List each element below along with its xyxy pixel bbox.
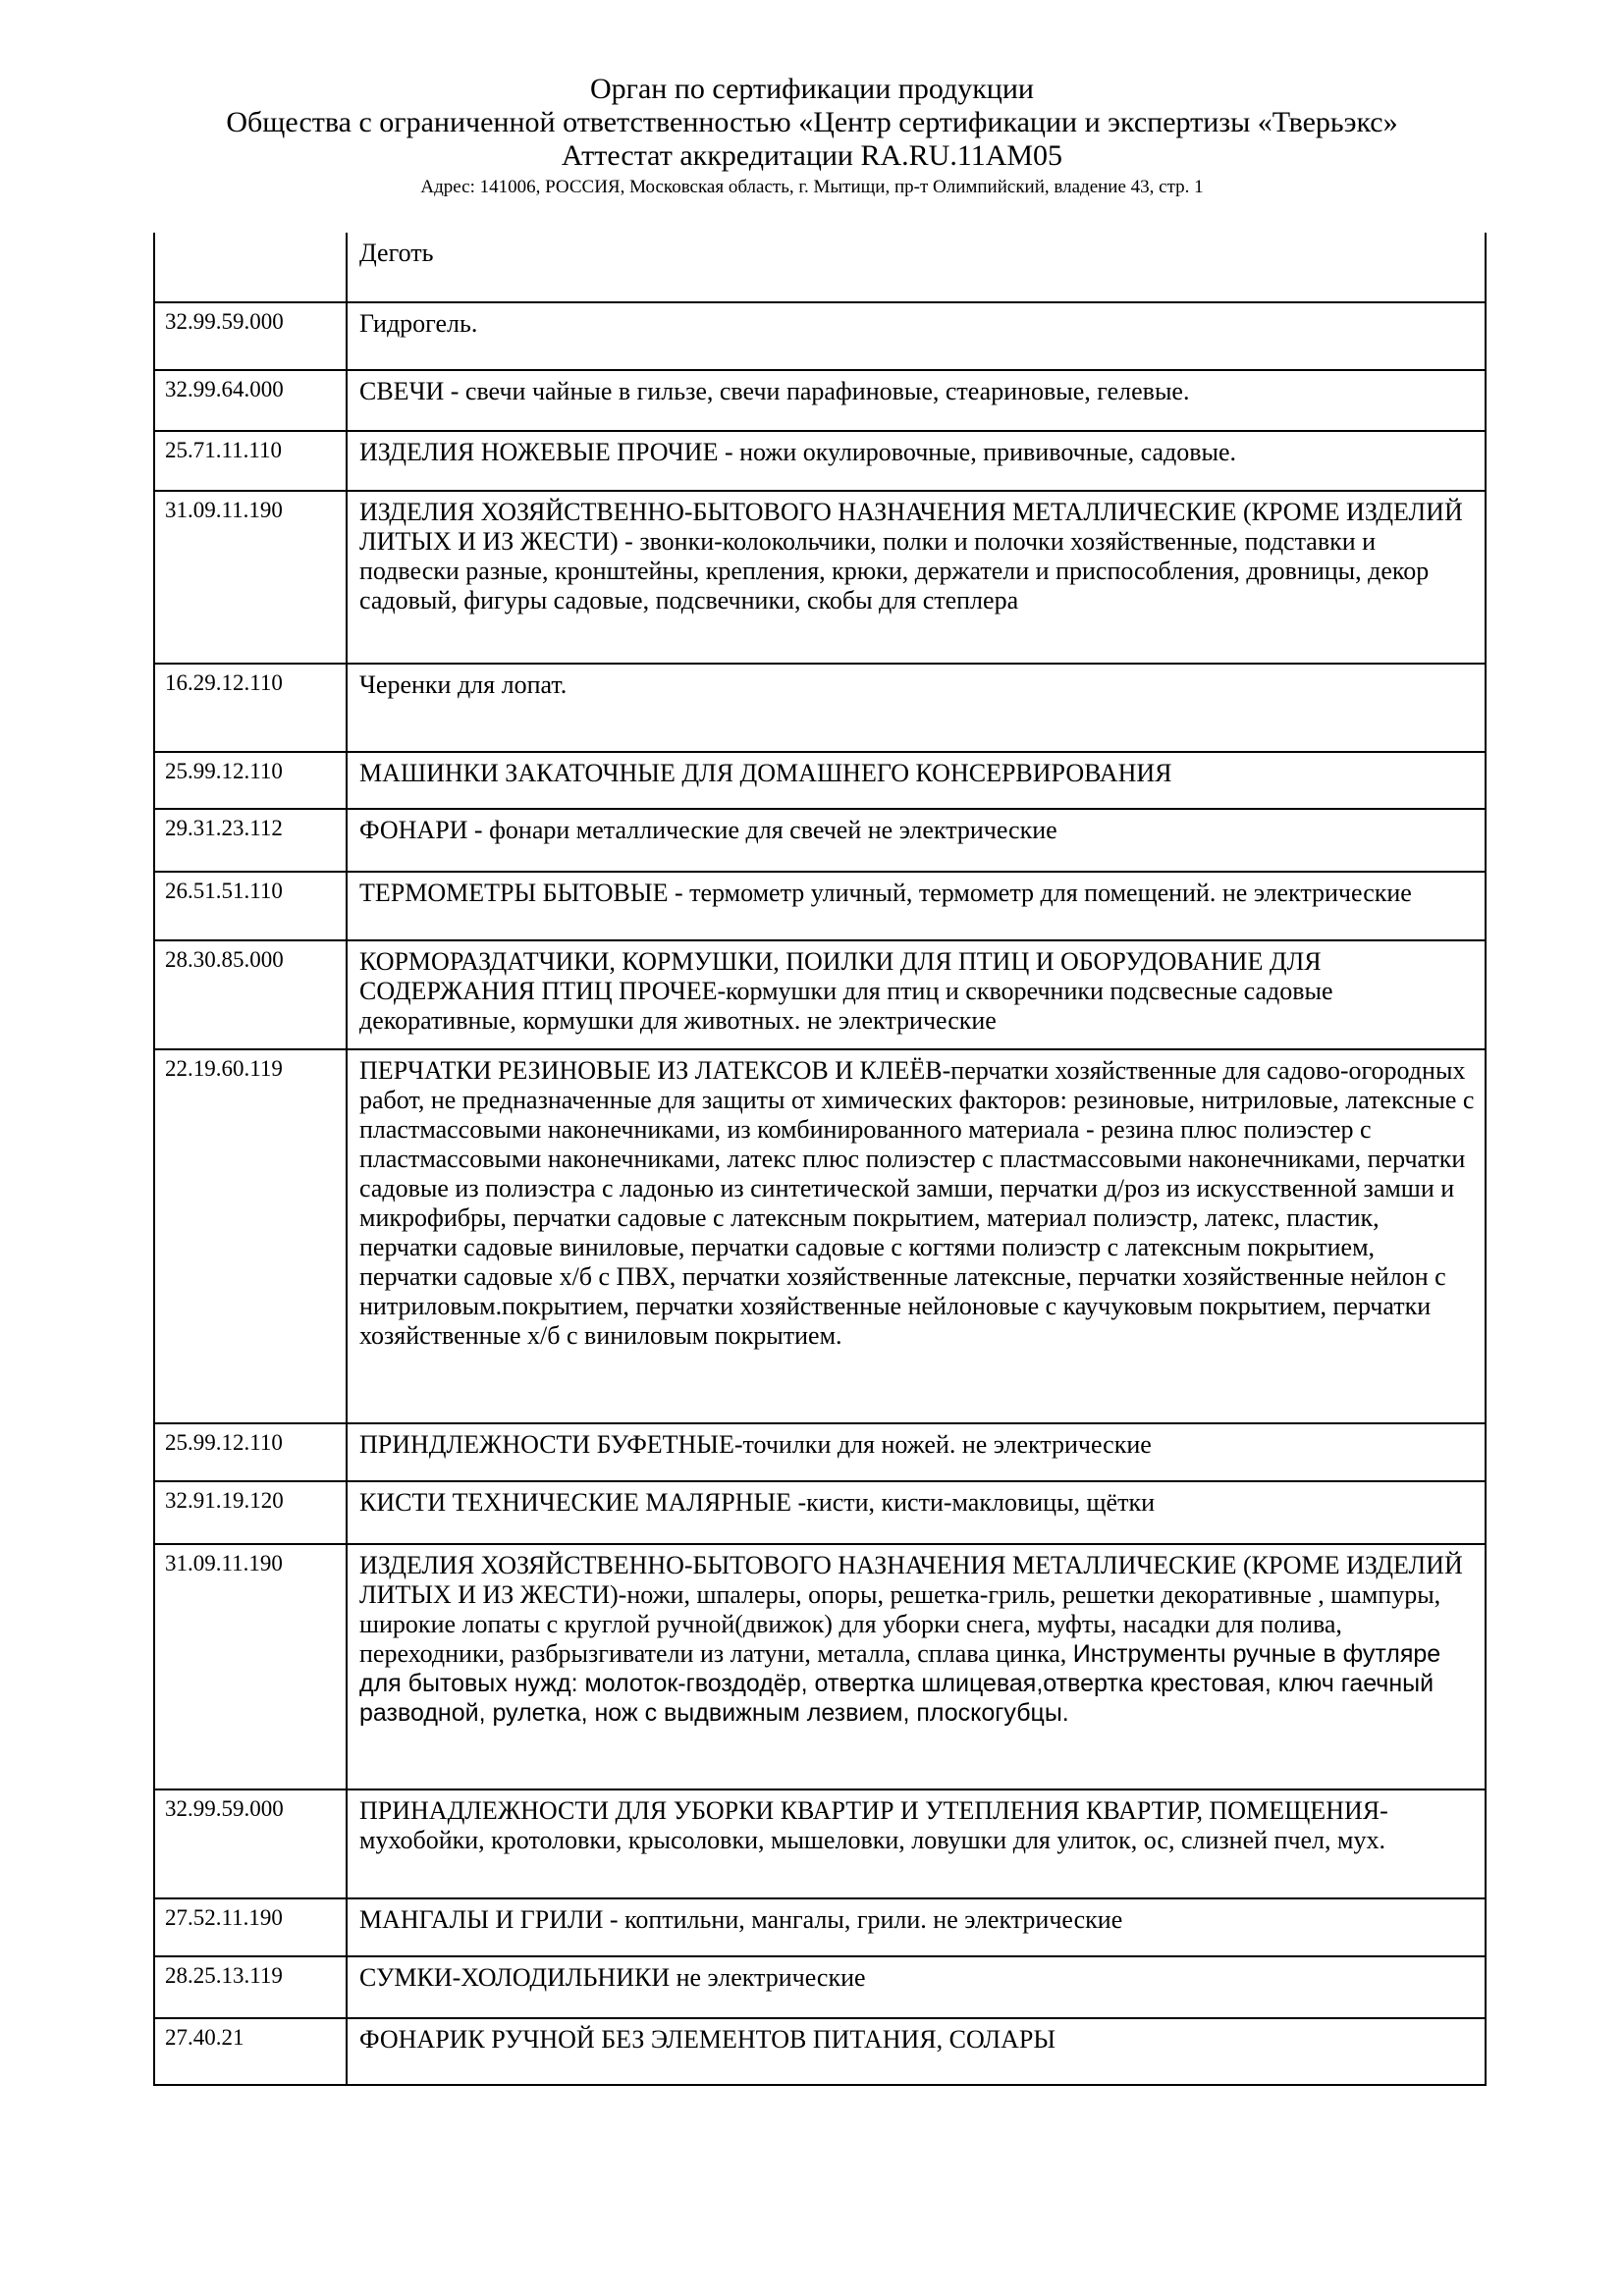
product-description: ПЕРЧАТКИ РЕЗИНОВЫЕ ИЗ ЛАТЕКСОВ И КЛЕЁВ-перчатки хозяйственные для садово-огородных работ, не предназначенные для защиты от химических факторов: резиновые, нитриловые, латексные с пластмассовыми наконечниками, из комбинированного материала - резина плюс полиэстер с пластмассовыми наконечниками, латекс плюс полиэстер с пластмассовыми наконечниками, перчатки садовые из полиэстра с ладонью из синтетической замши, перчатки д/роз из искусственной замши и микрофибры, перчатки садовые с латексным покрытием, материал полиэстр, латекс, пластик, перчатки садовые виниловые, перчатки садовые с когтями полиэстр с латексным покрытием, перчатки садовые х/б с ПВХ, перчатки хозяйственные латексные, перчатки хозяйственные нейлон с нитриловым.покрытием, перчатки хозяйственные нейлоновые с каучуковым покрытием, перчатки хозяйственные х/б с виниловым покрытием. xyxy=(347,1049,1486,1423)
okpd-code: 31.09.11.190 xyxy=(154,491,347,664)
table-row xyxy=(154,302,1486,370)
okpd-code: 28.25.13.119 xyxy=(154,1956,347,2018)
document-header xyxy=(0,73,1624,200)
organ-title: Орган по сертификации продукции xyxy=(590,73,1034,105)
table-row xyxy=(154,1789,1486,1898)
product-description: ИЗДЕЛИЯ НОЖЕВЫЕ ПРОЧИЕ - ножи окулировочные, прививочные, садовые. xyxy=(347,431,1486,491)
okpd-code: 22.19.60.119 xyxy=(154,1049,347,1423)
product-description: ПРИНДЛЕЖНОСТИ БУФЕТНЫЕ-точилки для ножей. не электрические xyxy=(347,1423,1486,1481)
table-row xyxy=(154,431,1486,491)
product-description: МАНГАЛЫ И ГРИЛИ - коптильни, мангалы, грили. не электрические xyxy=(347,1898,1486,1956)
table-row xyxy=(154,872,1486,940)
table-row xyxy=(154,1898,1486,1956)
okpd-code: 26.51.51.110 xyxy=(154,872,347,940)
product-description: СВЕЧИ - свечи чайные в гильзе, свечи парафиновые, стеариновые, гелевые. xyxy=(347,370,1486,431)
okpd-code: 25.99.12.110 xyxy=(154,752,347,809)
product-description: ПРИНАДЛЕЖНОСТИ ДЛЯ УБОРКИ КВАРТИР И УТЕПЛЕНИЯ КВАРТИР, ПОМЕЩЕНИЯ-мухобойки, кротоловки, крысоловки, мышеловки, ловушки для улиток, ос, слизней пчел, мух. xyxy=(347,1789,1486,1898)
product-description: ФОНАРИ - фонари металлические для свечей не электрические xyxy=(347,809,1486,872)
table-row xyxy=(154,1049,1486,1423)
table-row xyxy=(154,233,1486,302)
table-row xyxy=(154,809,1486,872)
table-row xyxy=(154,491,1486,664)
okpd-code: 28.30.85.000 xyxy=(154,940,347,1049)
table-row xyxy=(154,1544,1486,1789)
product-description: Гидрогель. xyxy=(347,302,1486,370)
hand-tools-description: Инструменты ручные в футляре для бытовых нужд: молоток-гвоздодёр, отвертка шлицевая,отвертка крестовая, ключ гаечный разводной, рулетка, нож с выдвижным лезвием, плоскогубцы. xyxy=(359,1640,1441,1727)
okpd-code: 31.09.11.190 xyxy=(154,1544,347,1789)
accreditation-certificate: Аттестат аккредитации RA.RU.11АМ05 xyxy=(561,139,1063,172)
product-description: ИЗДЕЛИЯ ХОЗЯЙСТВЕННО-БЫТОВОГО НАЗНАЧЕНИЯ МЕТАЛЛИЧЕСКИЕ (КРОМЕ ИЗДЕЛИЙ ЛИТЫХ И ИЗ ЖЕСТИ) - звонки-колокольчики, полки и полочки хозяйственные, подставки и подвески разные, кронштейны, крепления, крюки, держатели и приспособления, дровницы, декор садовый, фигуры садовые, подсвечники, скобы для степлера xyxy=(347,491,1486,664)
okpd-code: 27.40.21 xyxy=(154,2018,347,2085)
okpd-code: 27.52.11.190 xyxy=(154,1898,347,1956)
product-description xyxy=(347,1544,1486,1789)
okpd-code: 29.31.23.112 xyxy=(154,809,347,872)
product-description: МАШИНКИ ЗАКАТОЧНЫЕ ДЛЯ ДОМАШНЕГО КОНСЕРВИРОВАНИЯ xyxy=(347,752,1486,809)
okpd-code: 32.99.59.000 xyxy=(154,1789,347,1898)
product-description: Деготь xyxy=(347,233,1486,302)
okpd-code: 25.71.11.110 xyxy=(154,431,347,491)
product-description: ТЕРМОМЕТРЫ БЫТОВЫЕ - термометр уличный, термометр для помещений. не электрические xyxy=(347,872,1486,940)
okpd-code: 32.99.59.000 xyxy=(154,302,347,370)
product-description: СУМКИ-ХОЛОДИЛЬНИКИ не электрические xyxy=(347,1956,1486,2018)
okpd-code: 32.91.19.120 xyxy=(154,1481,347,1544)
organization-name: Общества с ограниченной ответственностью «Центр сертификации и экспертизы «Тверьэкс» xyxy=(226,106,1398,138)
organization-address: Адрес: 141006, РОССИЯ, Московская область, г. Мытищи, пр-т Олимпийский, владение 43, стр. 1 xyxy=(420,177,1204,197)
product-description-text: ИЗДЕЛИЯ ХОЗЯЙСТВЕННО-БЫТОВОГО НАЗНАЧЕНИЯ МЕТАЛЛИЧЕСКИЕ (КРОМЕ ИЗДЕЛИЙ ЛИТЫХ И ИЗ ЖЕСТИ)-ножи, шпалеры, опоры, решетка-гриль, решетки декоративные , шампуры, широкие лопаты с круглой ручной(движок) для уборки снега, муфты, насадки для полива, переходники, разбрызгиватели из латуни, металла, сплава цинка, xyxy=(359,1551,1463,1668)
table-row xyxy=(154,2018,1486,2085)
product-description: Черенки для лопат. xyxy=(347,664,1486,752)
product-description: КОРМОРАЗДАТЧИКИ, КОРМУШКИ, ПОИЛКИ ДЛЯ ПТИЦ И ОБОРУДОВАНИЕ ДЛЯ СОДЕРЖАНИЯ ПТИЦ ПРОЧЕЕ-кормушки для птиц и скворечники подсвесные садовые декоративные, кормушки для животных. не электрические xyxy=(347,940,1486,1049)
okpd-code: 25.99.12.110 xyxy=(154,1423,347,1481)
product-codes-table xyxy=(153,233,1487,2086)
okpd-code: 32.99.64.000 xyxy=(154,370,347,431)
product-description: ФОНАРИК РУЧНОЙ БЕЗ ЭЛЕМЕНТОВ ПИТАНИЯ, СОЛАРЫ xyxy=(347,2018,1486,2085)
table-row xyxy=(154,1423,1486,1481)
table-row xyxy=(154,1481,1486,1544)
table-row xyxy=(154,664,1486,752)
table-row xyxy=(154,370,1486,431)
okpd-code xyxy=(154,233,347,302)
table-row xyxy=(154,752,1486,809)
product-description: КИСТИ ТЕХНИЧЕСКИЕ МАЛЯРНЫЕ -кисти, кисти-макловицы, щётки xyxy=(347,1481,1486,1544)
table-row xyxy=(154,940,1486,1049)
table-row xyxy=(154,1956,1486,2018)
okpd-code: 16.29.12.110 xyxy=(154,664,347,752)
